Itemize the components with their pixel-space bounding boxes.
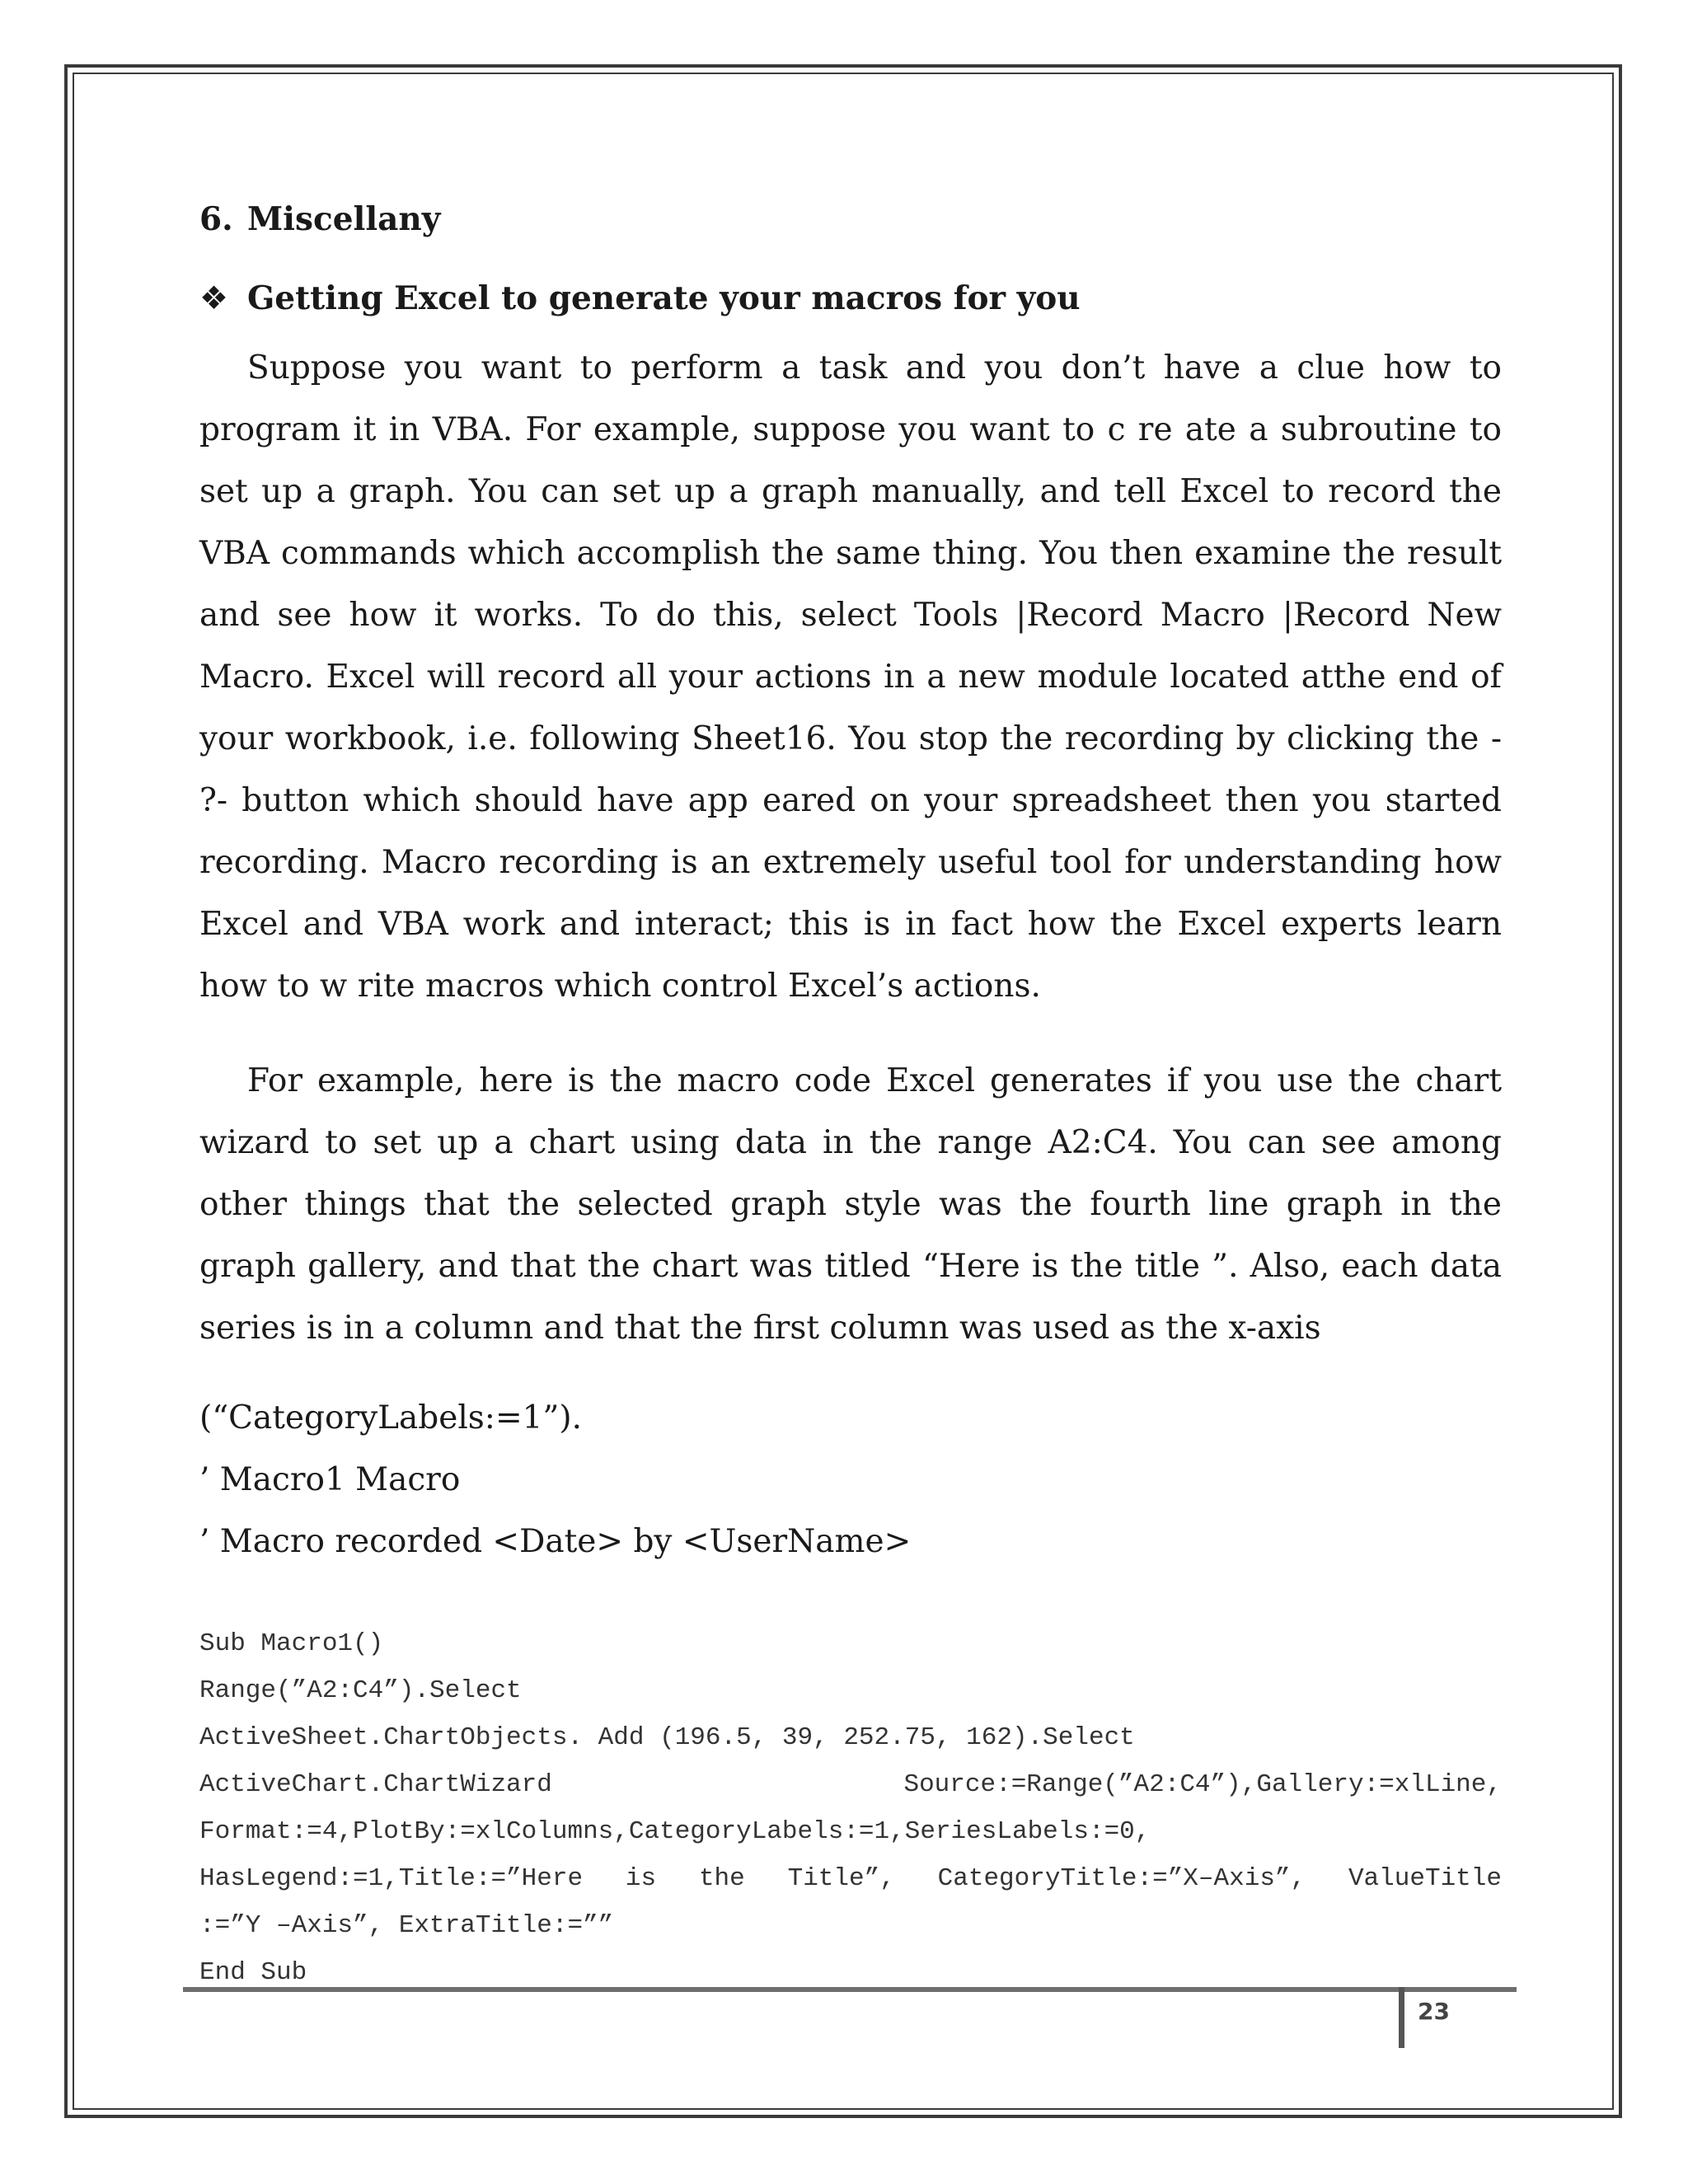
footer-divider xyxy=(1399,1987,1404,2048)
code-line: ActiveSheet.ChartObjects. Add (196.5, 39, 252.75, 162).Select xyxy=(199,1723,1135,1752)
code-line: End Sub xyxy=(199,1958,307,1987)
code-line: ActiveChart.ChartWizard Source:=Range(”A2:C4”),Gallery:=xlLine, xyxy=(199,1770,1502,1799)
subsection-title: Getting Excel to generate your macros for you xyxy=(247,279,1081,317)
macro-comment-line: ’ Macro1 Macro xyxy=(199,1461,461,1498)
footer-rule xyxy=(183,1987,1517,1992)
code-line: :=”Y –Axis”, ExtraTitle:=”” xyxy=(199,1911,614,1940)
code-line: HasLegend:=1,Title:=”Here is the Title”, CategoryTitle:=”X–Axis”, ValueTitle xyxy=(199,1864,1502,1893)
code-line: Range(”A2:C4”).Select xyxy=(199,1676,522,1705)
macro-recorded-comment-line: ’ Macro recorded <Date> by <UserName> xyxy=(199,1523,912,1560)
code-line: Sub Macro1() xyxy=(199,1629,384,1658)
page-content xyxy=(199,190,1502,1996)
page-number: 23 xyxy=(1418,1998,1450,2025)
body-paragraph-1: Suppose you want to perform a task and you don’t have a clue how to program it in VBA. For example, suppose you want to c re ate a subroutine to set up a graph. You can set up a graph manually, and tell Excel to record the VBA commands which accomplish the same thing. You then examine the result and see how it works. To do this, select Tools |Record Macro |Record New Macro. Excel will record all your actions in a new module located atthe end of your workbook, i.e. following Sheet16. You stop the recording by clicking the - ?- button which should have app eared on your spreadsheet then you started recording. Macro recording is an extremely useful tool for understanding how Excel and VBA work and interact; this is in fact how the Excel experts learn how to w rite macros which control Excel’s actions. xyxy=(199,349,1502,1005)
diamond-bullet-icon: ❖ xyxy=(199,280,228,317)
section-title: Miscellany xyxy=(247,200,441,238)
body-paragraph-2: For example, here is the macro code Excel generates if you use the chart wizard to set up a chart using data in the range A2:C4. You can see among other things that the selected graph style was the fourth line graph in the graph gallery, and that the chart was titled “Here is the title ”. Also, each data series is in a column and that the first column was used as the x-axis xyxy=(199,1062,1502,1347)
code-line: Format:=4,PlotBy:=xlColumns,CategoryLabels:=1,SeriesLabels:=0, xyxy=(199,1817,1151,1846)
code-block xyxy=(199,1620,1502,1996)
subsection-heading xyxy=(199,269,1502,329)
section-heading xyxy=(199,190,1502,249)
category-labels-line: (“CategoryLabels:=1”). xyxy=(199,1399,582,1436)
section-number: 6. xyxy=(199,200,233,238)
